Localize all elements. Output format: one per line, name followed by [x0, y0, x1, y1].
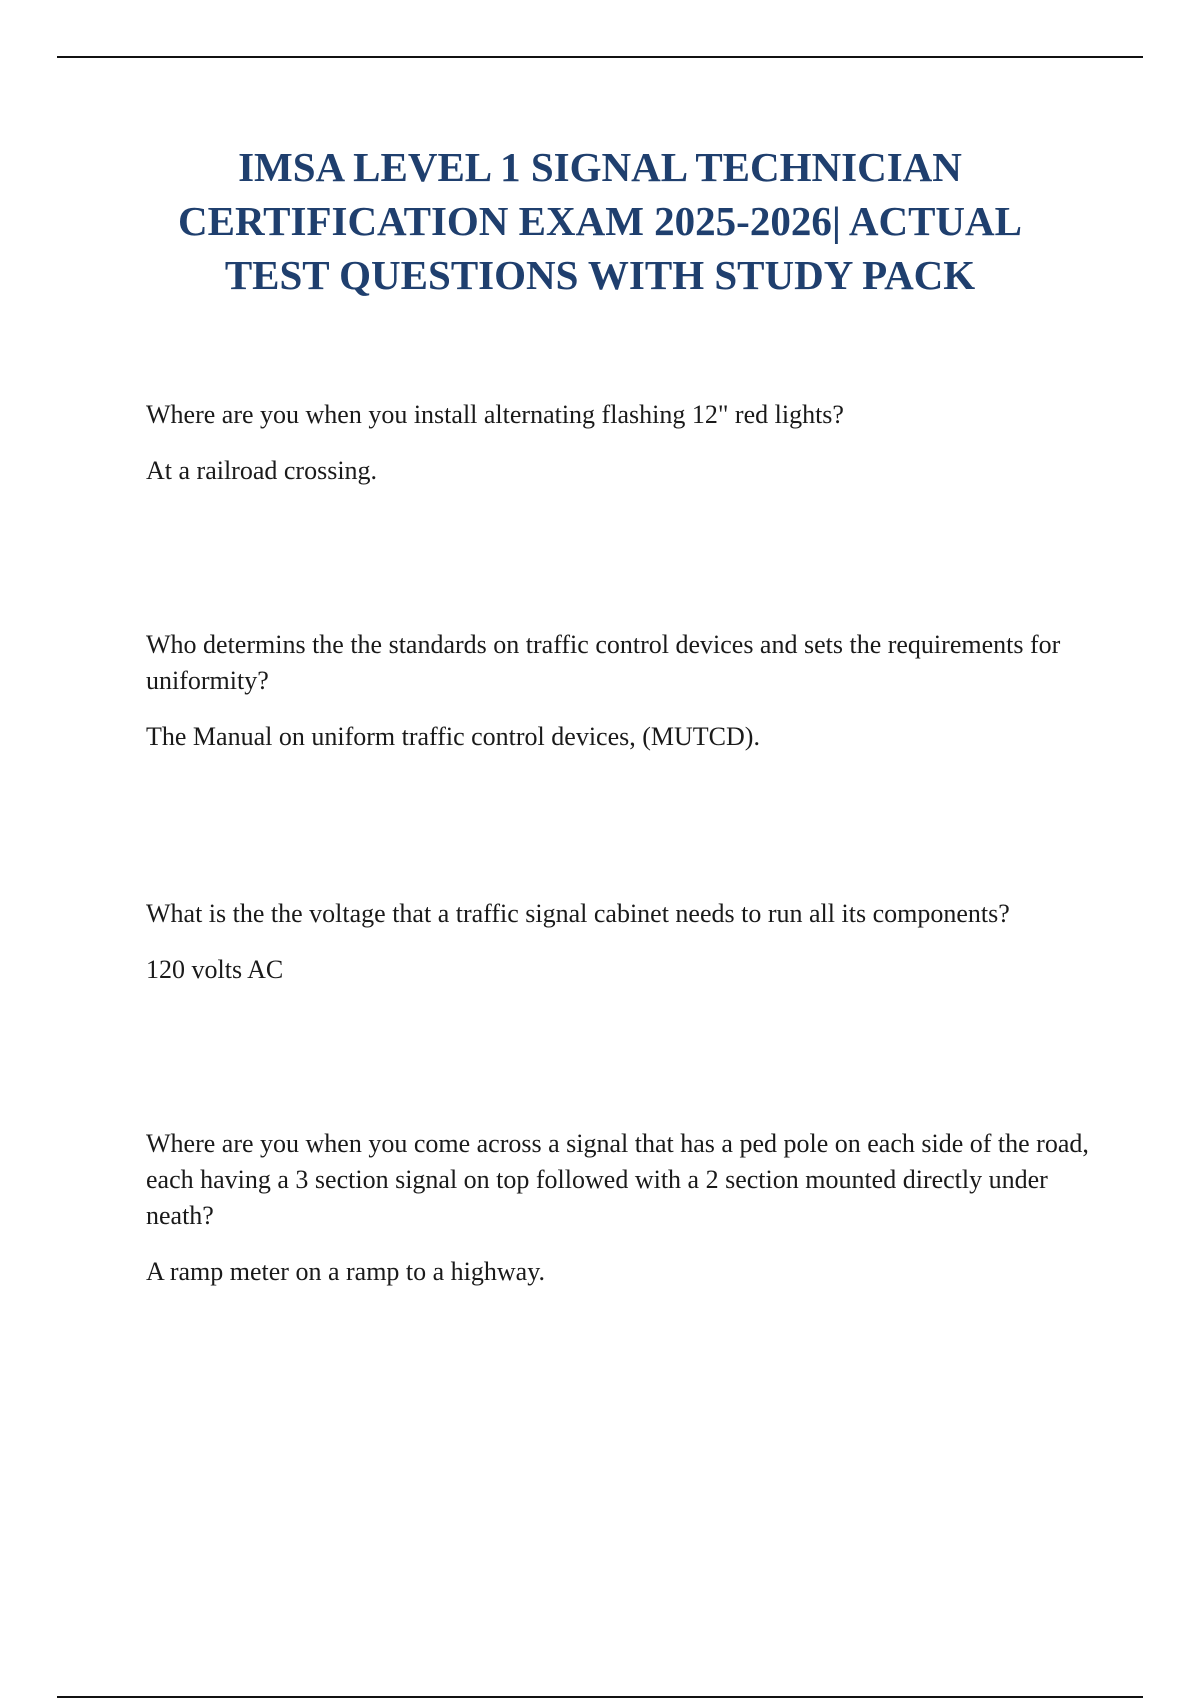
question-1: Where are you when you install alternating flashing 12" red lights? [146, 400, 844, 429]
answer-4: A ramp meter on a ramp to a highway. [146, 1257, 546, 1286]
title-line-2: CERTIFICATION EXAM 2025-2026| ACTUAL [178, 198, 1022, 244]
qa-item-4 [146, 1126, 1096, 1290]
qa-item-1 [146, 397, 1096, 489]
qa-item-2 [146, 627, 1096, 755]
top-rule [57, 56, 1143, 58]
bottom-rule [57, 1696, 1143, 1698]
qa-item-3 [146, 896, 1096, 988]
question-2: Who determins the the standards on traffic control devices and sets the requirements for uniformity? [146, 630, 1061, 695]
question-3: What is the the voltage that a traffic signal cabinet needs to run all its components? [146, 899, 1010, 928]
title-line-1: IMSA LEVEL 1 SIGNAL TECHNICIAN [238, 144, 962, 190]
answer-3: 120 volts AC [146, 955, 284, 984]
answer-1: At a railroad crossing. [146, 456, 378, 485]
answer-2: The Manual on uniform traffic control devices, (MUTCD). [146, 722, 760, 751]
document-title [100, 140, 1100, 302]
question-4: Where are you when you come across a signal that has a ped pole on each side of the road, each having a 3 section signal on top followed with a 2 section mounted directly under neath? [146, 1129, 1089, 1230]
title-line-3: TEST QUESTIONS WITH STUDY PACK [224, 252, 976, 298]
